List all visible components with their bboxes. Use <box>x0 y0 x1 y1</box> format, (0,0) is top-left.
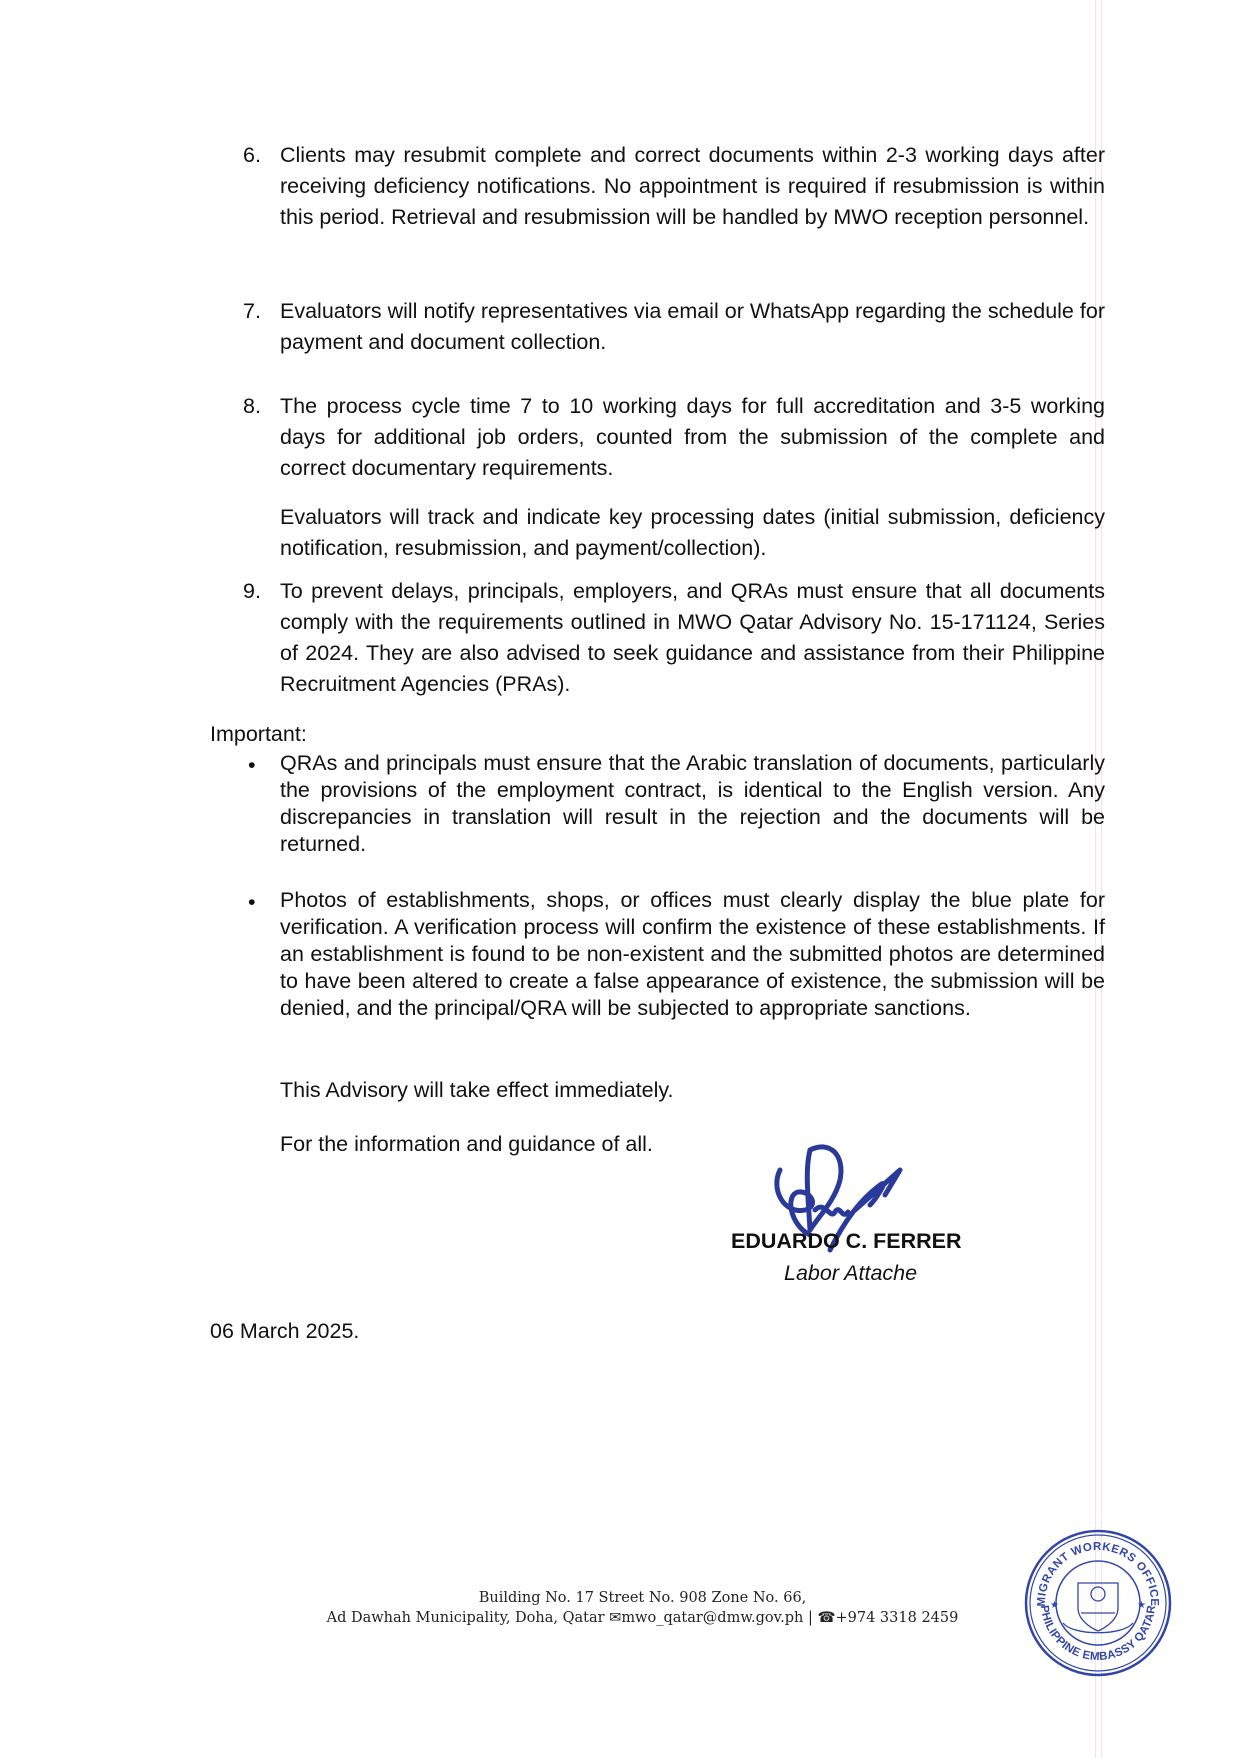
list-item-8 <box>210 391 1105 484</box>
bullet-text: QRAs and principals must ensure that the Arabic translation of documents, particularly the provisions of the employment contract, is identical to the English version. Any discrepancies in translation will result in the rejection and the documents will be returned. <box>280 751 1105 856</box>
signatory-title: Labor Attache <box>784 1261 918 1285</box>
footer-email: mwo_qatar@dmw.gov.ph <box>621 1610 804 1626</box>
office-seal <box>1023 1528 1173 1678</box>
list-item-9 <box>210 576 1105 700</box>
item-text: The process cycle time 7 to 10 working days for full accreditation and 3-5 working days for additional job orders, counted from the submission of the complete and correct documentary requirements. <box>280 394 1105 480</box>
advisory-date: 06 March 2025. <box>210 1319 360 1343</box>
footer-separator: | <box>807 1610 813 1626</box>
seal-top-text: MIGRANT WORKERS OFFICE <box>1035 1540 1161 1607</box>
list-item-6 <box>210 140 1105 233</box>
phone-icon: ☎ <box>817 1610 836 1626</box>
item-number: 9. <box>243 579 261 603</box>
footer-phone: +974 3318 2459 <box>835 1610 959 1626</box>
item-text: Evaluators will notify representatives via email or WhatsApp regarding the schedule for payment and document collection. <box>280 299 1105 354</box>
seal-bottom-text: PHILIPPINE EMBASSY QATAR <box>1037 1604 1159 1664</box>
guidance-statement: For the information and guidance of all. <box>280 1132 653 1156</box>
footer-address <box>280 1588 1005 1628</box>
page-edge-line <box>1095 0 1096 1758</box>
item-number: 7. <box>243 299 261 323</box>
address-line-1: Building No. 17 Street No. 908 Zone No. 66, <box>478 1590 807 1606</box>
bullet-dot: • <box>248 890 256 914</box>
seal-emblem <box>1063 1583 1133 1633</box>
item-number: 6. <box>243 143 261 167</box>
page-edge-line <box>1101 0 1102 1758</box>
item-text: Clients may resubmit complete and correct documents within 2-3 working days after receiving deficiency notifications. No appointment is required if resubmission is within this period. Retrieval and resubmission will be handled by MWO reception personnel. <box>280 143 1105 229</box>
address-locality: Ad Dawhah Municipality, Doha, Qatar <box>326 1610 605 1626</box>
seal-star-icon: ★ <box>1137 1600 1146 1611</box>
envelope-icon: ✉ <box>609 1610 622 1626</box>
bullet-item <box>210 750 1105 858</box>
item-8-note: Evaluators will track and indicate key processing dates (initial submission, deficiency notification, resubmission, and payment/collection). <box>280 505 1105 560</box>
bullet-text: Photos of establishments, shops, or offices must clearly display the blue plate for verification. A verification process will confirm the existence of these establishments. If an establishment is found to be non-existent and the submitted photos are determined to have been altered to create a false appearance of existence, the submission will be denied, and the principal/QRA will be subjected to appropriate sanctions. <box>280 888 1105 1020</box>
important-label: Important: <box>210 722 307 746</box>
effect-statement: This Advisory will take effect immediately. <box>280 1078 674 1102</box>
bullet-dot: • <box>248 753 256 777</box>
seal-star-icon: ★ <box>1050 1600 1059 1611</box>
signatory-name: EDUARDO C. FERRER <box>731 1229 962 1253</box>
address-line-2 <box>280 1608 1005 1628</box>
item-number: 8. <box>243 394 261 418</box>
list-item-7 <box>210 296 1105 358</box>
item-text: To prevent delays, principals, employers, and QRAs must ensure that all documents comply with the requirements outlined in MWO Qatar Advisory No. 15-171124, Series of 2024. They are also advised to seek guidance and assistance from their Philippine Recruitment Agencies (PRAs). <box>280 579 1105 696</box>
bullet-item <box>210 887 1105 1022</box>
